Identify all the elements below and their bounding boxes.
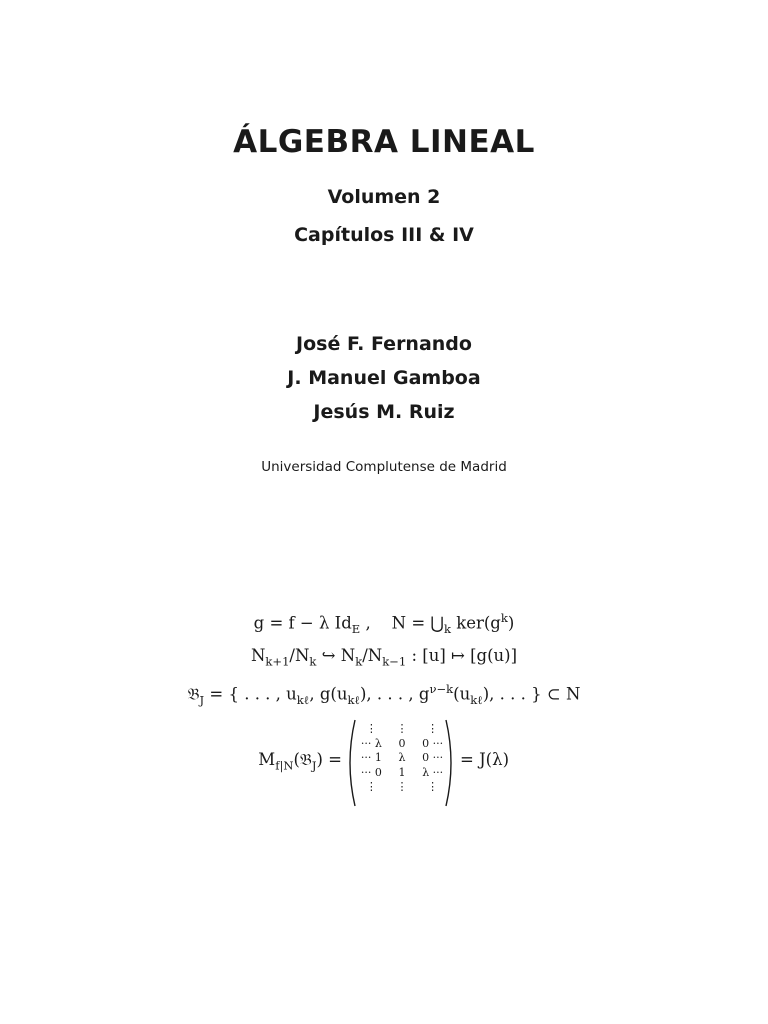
matrix-cell: ⋮ [396,722,408,735]
matrix-row [356,751,448,766]
matrix-cell: 0 [398,736,406,750]
matrix-cell: ··· 0 [360,765,382,779]
math-line-3: 𝔅$_J$ = { . . . , $u_{k\ell}$, $g(u_{k\ell})$, . . . , $g^{\nu-k}(u_{k\ell})$, . . . } ⊂ N [187,682,581,707]
matrix-grid [356,722,448,795]
matrix-row [356,780,448,795]
matrix-row [356,766,448,781]
right-paren-icon [444,718,458,808]
matrix-cell: ⋮ [396,780,408,793]
math-line-1: g = f − λ $Id_E$ , $N = ⋃_k$ $ker(g^k)$ [253,611,515,636]
matrix-cell: 1 [398,765,406,779]
university-name: Universidad Complutense de Madrid [261,459,507,475]
chapters-label: Capítulos III & IV [294,224,474,246]
matrix-cell: ⋮ [365,780,377,793]
matrix-cell: ··· 1 [360,751,382,764]
matrix-row [356,722,448,737]
author-3: Jesús M. Ruiz [313,401,455,423]
author-2: J. Manuel Gamboa [287,367,481,389]
matrix-cell: λ ··· [422,765,444,779]
matrix-rhs: = J(λ) [460,750,510,769]
matrix-row [356,737,448,752]
matrix-cell: ⋮ [427,780,439,793]
left-paren-icon [343,718,357,808]
book-title: ÁLGEBRA LINEAL [233,124,535,160]
author-1: José F. Fernando [296,333,472,355]
matrix-lhs: $M_{f|N}(𝔅_J)$ = [258,750,342,773]
matrix-cell: ⋮ [365,722,377,735]
matrix-cell: ⋮ [427,722,439,735]
matrix-cell: ··· λ [360,736,382,750]
matrix-cell: 0 ··· [422,736,444,750]
math-line-2: $N_{k+1}/N_k$ ↪ $N_k/N_{k-1}$ : [u] ↦ [g(u)] [250,646,518,669]
matrix-cell: 0 ··· [422,751,444,764]
matrix-cell: λ [398,751,406,764]
matrix-equation [0,718,768,810]
volume-label: Volumen 2 [327,186,441,208]
